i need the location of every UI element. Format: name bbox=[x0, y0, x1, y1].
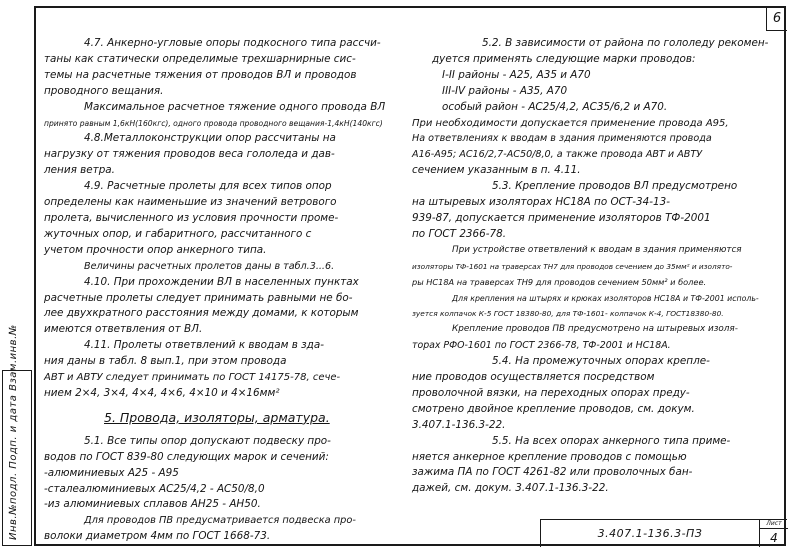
text-line: 4.7. Анкерно-угловые опоры подкосного типа рассчи- bbox=[84, 37, 381, 49]
text-line: расчетные пролеты следует принимать равными не бо- bbox=[44, 291, 353, 304]
text-line: дажей, см. докум. 3.407.1-136.3-22. bbox=[412, 482, 609, 495]
text-line: Крепление проводов ПВ предусмотрено на штыревых изоля- bbox=[452, 324, 738, 335]
text-line: При устройстве ответвлений к вводам в здания применяются bbox=[452, 244, 742, 255]
text-line: 5.1. Все типы опор допускают подвеску про- bbox=[84, 434, 331, 447]
text-line: 5.3. Крепление проводов ВЛ предусмотрено bbox=[492, 180, 738, 193]
text-line: имеются ответвления от ВЛ. bbox=[44, 323, 203, 336]
text-line: изоляторы ТФ-1601 на траверсах ТН7 для проводов сечением до 35мм² и изолято- bbox=[412, 261, 733, 271]
text-line: I-II районы - А25, А35 и А70 bbox=[442, 68, 591, 81]
text-line: ние проводов осуществляется посредством bbox=[412, 371, 655, 384]
text-line: Величины расчетных пролетов даны в табл.3...6. bbox=[84, 260, 335, 272]
text-line: нагрузку от тяжения проводов веса гололеда и дав- bbox=[44, 148, 335, 161]
text-line: Максимальное расчетное тяжение одного провода ВЛ bbox=[84, 100, 386, 113]
text-line: 939-87, допускается применение изоляторов ТФ-2001 bbox=[412, 211, 711, 224]
text-line: 5.4. На промежуточных опорах крепле- bbox=[492, 355, 710, 368]
text-line: смотрено двойное крепление проводов, см. докум. bbox=[412, 402, 695, 415]
text-line: по ГОСТ 2366-78. bbox=[412, 227, 507, 240]
text-line: учетом прочности опор анкерного типа. bbox=[44, 243, 267, 256]
text-line: проводного вещания. bbox=[44, 84, 164, 97]
text-line: сечением указанным в п. 4.11. bbox=[412, 164, 581, 177]
text-line: 4.10. При прохождении ВЛ в населенных пунктах bbox=[84, 275, 359, 288]
sheet-cell bbox=[759, 520, 788, 547]
page-number: 6 bbox=[766, 8, 787, 31]
sheet-number: 4 bbox=[770, 531, 778, 545]
text-line: пролета, вычисленного из условия прочности проме- bbox=[44, 211, 339, 224]
text-line: Для крепления на штырях и крюках изоляторов НС18А и ТФ-2001 исполь- bbox=[452, 293, 759, 303]
document-code: 3.407.1-136.3-ПЗ bbox=[597, 527, 703, 540]
text-line: При необходимости допускается применение провода А95, bbox=[412, 117, 729, 129]
text-line: темы на расчетные тяжения от проводов ВЛ и проводов bbox=[44, 68, 357, 81]
text-line: дуется применять следующие марки проводов: bbox=[432, 52, 696, 65]
text-line: волоки диаметром 4мм по ГОСТ 1668-73. bbox=[44, 530, 271, 543]
text-line: ры НС18А на траверсах ТН9 для проводов сечением 50мм² и более. bbox=[412, 276, 707, 287]
text-line: 5.2. В зависимости от района по гололеду рекомен- bbox=[482, 37, 769, 49]
text-line: на штыревых изоляторах НС18А по ОСТ-34-13- bbox=[412, 196, 670, 209]
text-line: На ответвлениях к вводам в здания применяются провода bbox=[412, 133, 712, 145]
text-line: -сталеалюминиевых АС25/4,2 - АС50/8,0 bbox=[44, 482, 265, 495]
title-block bbox=[540, 519, 787, 547]
text-line: зажима ПА по ГОСТ 4261-82 или проволочных бан- bbox=[412, 466, 693, 479]
text-line: няется анкерное крепление проводов с помощью bbox=[412, 450, 687, 463]
text-line: 4.11. Пролеты ответвлений к вводам в зда- bbox=[84, 339, 324, 352]
text-line: -алюминиевых А25 - А95 bbox=[44, 466, 179, 479]
text-line: ления ветра. bbox=[44, 164, 115, 177]
text-line: АВТ и АВТУ следует принимать по ГОСТ 14175-78, сече- bbox=[44, 372, 341, 384]
text-line: III-IV районы - А35, А70 bbox=[442, 84, 568, 97]
side-stamp-text: Инв.№подл. Подп. и дата Взам.инв.№ bbox=[8, 324, 19, 540]
text-line: принято равным 1,6кН(160кгс), одного провода проводного вещания-1,4кН(140кгс) bbox=[44, 118, 383, 128]
text-line: особый район - АС25/4,2, АС35/6,2 и А70. bbox=[442, 100, 668, 113]
right-column bbox=[412, 36, 769, 497]
text-line: водов по ГОСТ 839-80 следующих марок и сечений: bbox=[44, 450, 329, 463]
text-line: А16-А95; АС16/2,7-АС50/8,0, а также провода АВТ и АВТУ bbox=[412, 149, 703, 161]
text-line: зуется колпачок К-5 ГОСТ 18380-80, для ТФ-1601- колпачок К-4, ГОСТ18380-80. bbox=[412, 309, 724, 319]
text-line: -из алюминиевых сплавов АН25 - АН50. bbox=[44, 498, 261, 511]
sheet-label: Лист bbox=[760, 520, 788, 529]
text-line: таны как статически определимые трехшарнирные сис- bbox=[44, 52, 356, 65]
text-line: 3.407.1-136.3-22. bbox=[412, 418, 506, 431]
text-line: торах РФО-1601 по ГОСТ 2366-78, ТФ-2001 и НС18А. bbox=[412, 340, 671, 352]
text-line: лее двухкратного расстояния между домами, к которым bbox=[44, 307, 359, 320]
text-line: нием 2×4, 3×4, 4×4, 4×6, 4×10 и 4×16мм² bbox=[44, 386, 280, 399]
section-heading: 5. Провода, изоляторы, арматура. bbox=[104, 409, 330, 425]
text-line: определены как наименьшие из значений ветрового bbox=[44, 196, 337, 209]
text-line: проволочной вязки, на переходных опорах преду- bbox=[412, 386, 690, 399]
text-line: 5.5. На всех опорах анкерного типа приме- bbox=[492, 434, 731, 447]
text-line: жуточных опор, и габаритного, рассчитанного с bbox=[44, 227, 312, 240]
text-line: Для проводов ПВ предусматривается подвеска про- bbox=[84, 515, 356, 527]
text-line: 4.9. Расчетные пролеты для всех типов опор bbox=[84, 180, 332, 193]
left-column bbox=[44, 36, 386, 545]
text-line: ния даны в табл. 8 вып.1, при этом провода bbox=[44, 355, 287, 368]
text-line: 4.8.Металлоконструкции опор рассчитаны на bbox=[84, 132, 336, 145]
